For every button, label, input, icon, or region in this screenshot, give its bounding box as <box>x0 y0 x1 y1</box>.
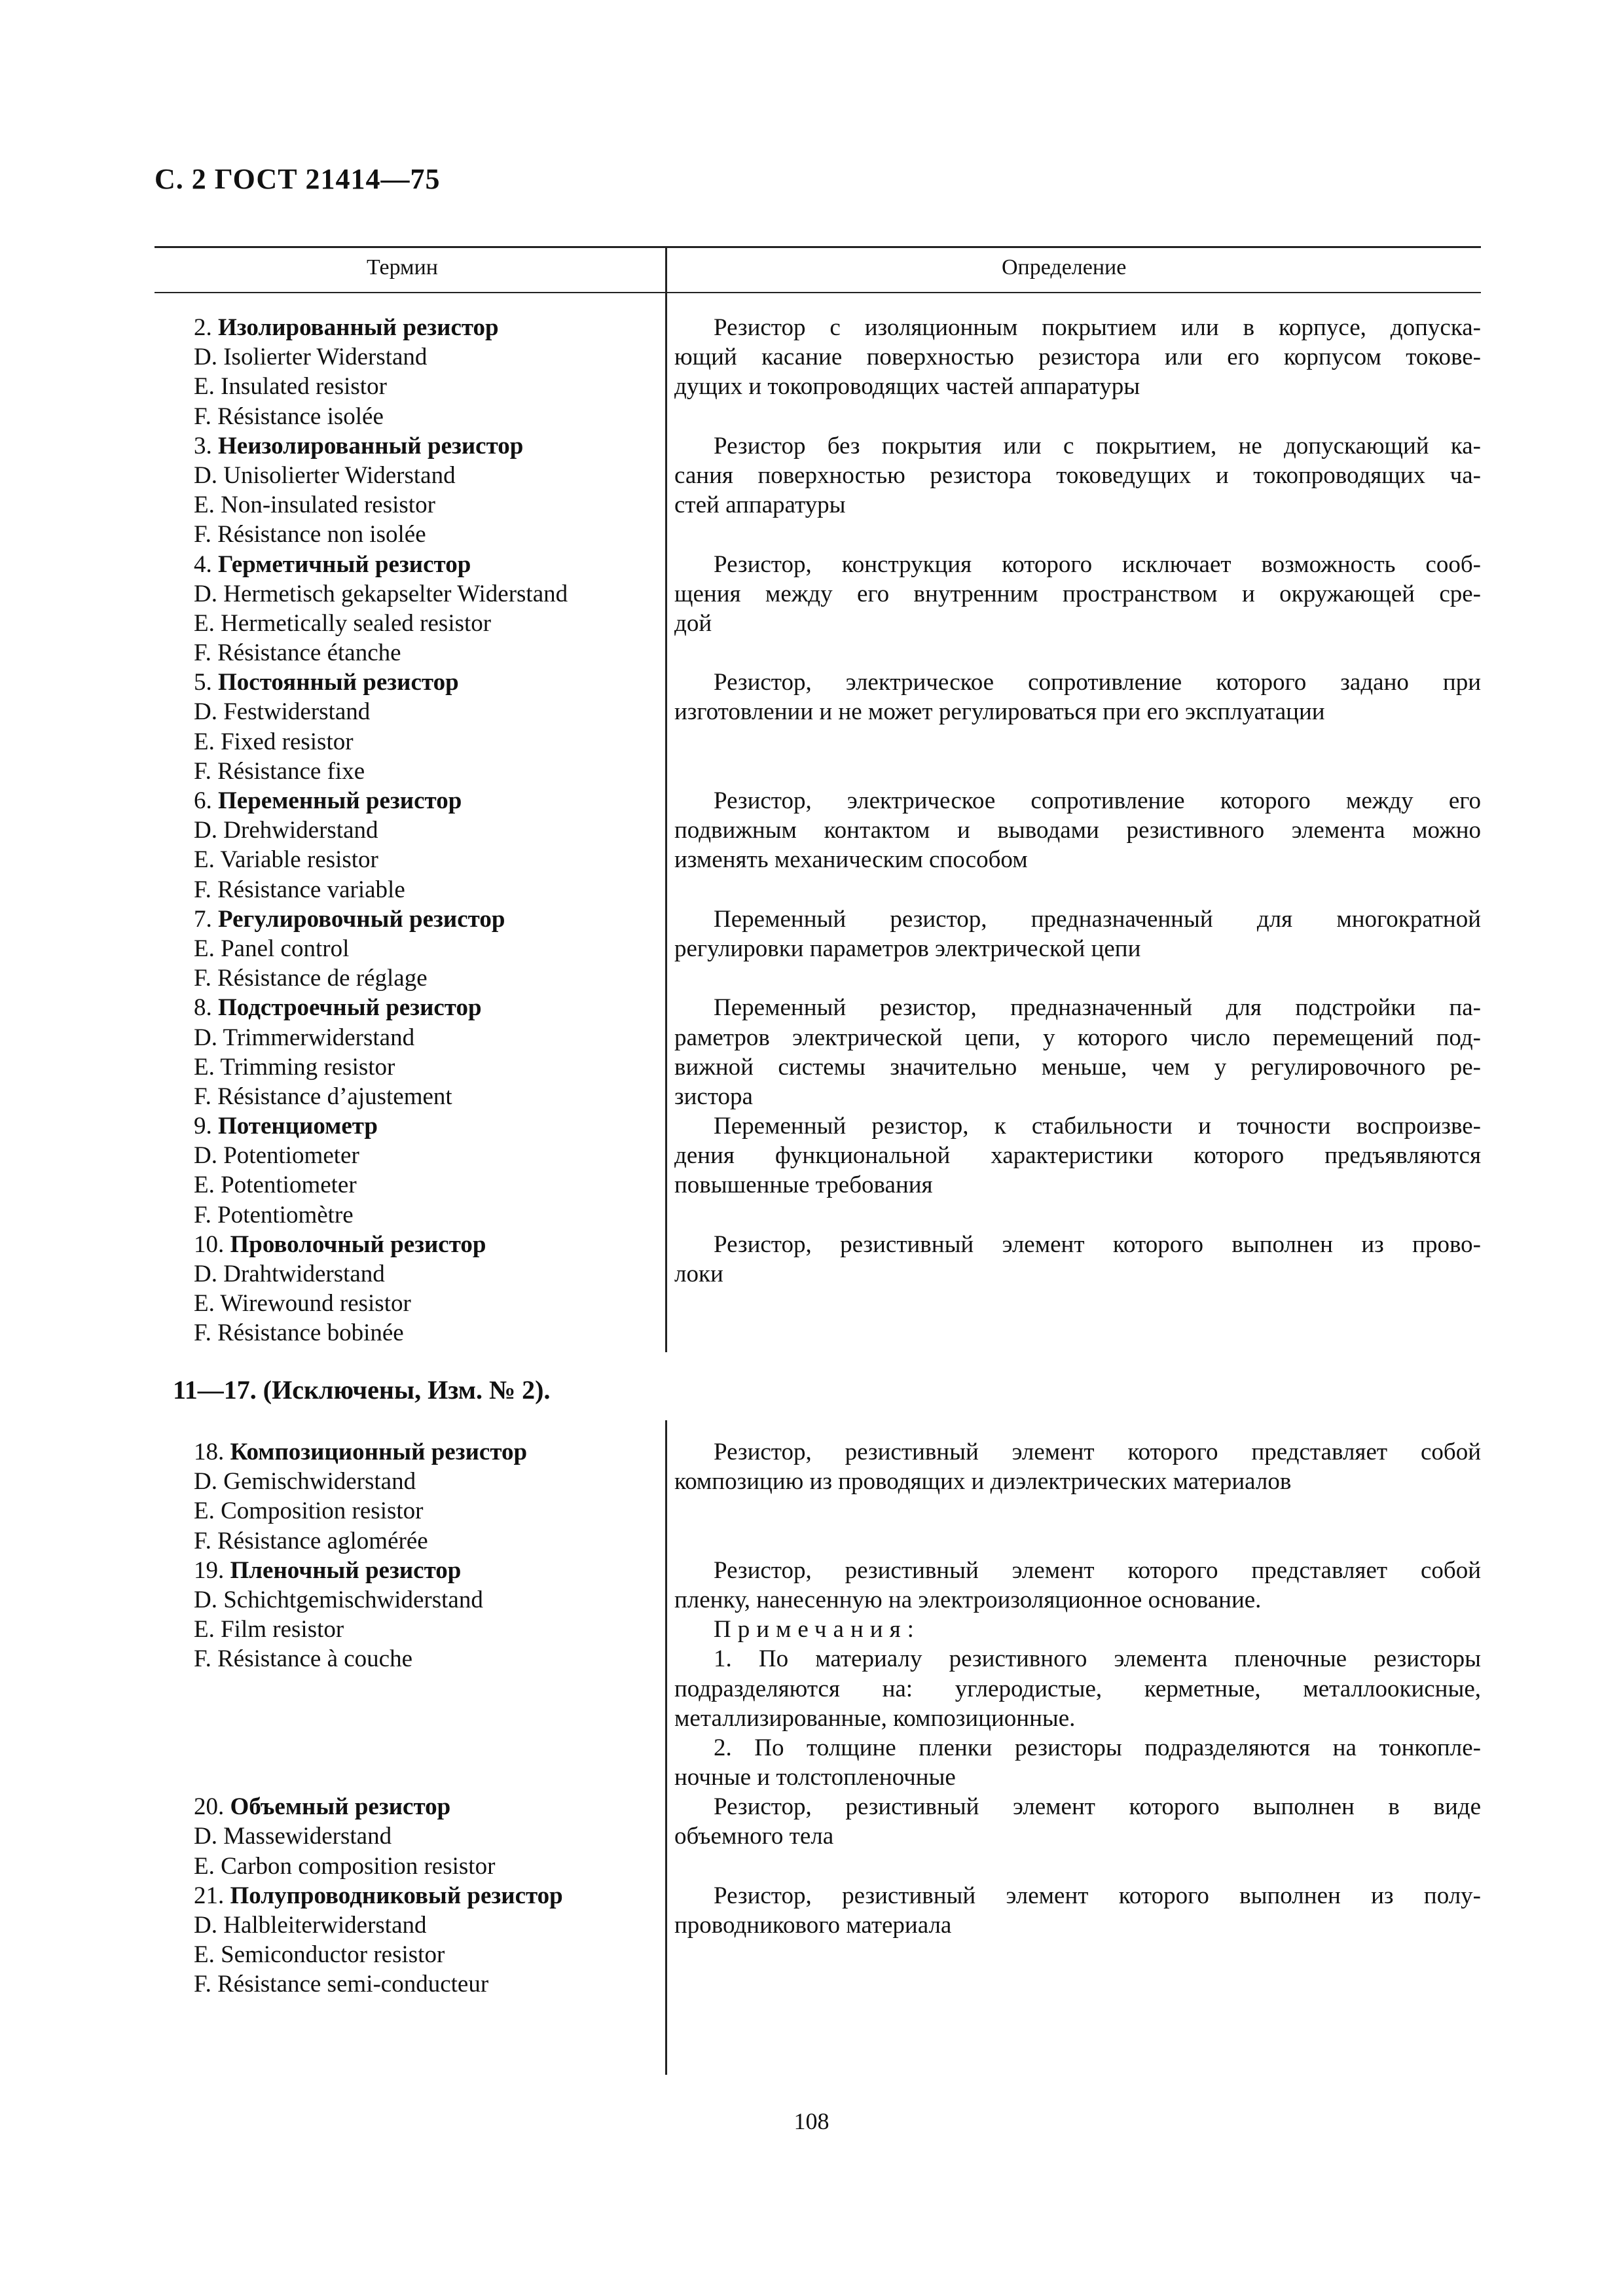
term-row: 5. Постоянный резистор <box>194 669 459 696</box>
term-row: E. Variable resistor <box>194 846 378 874</box>
page-header: С. 2 ГОСТ 21414—75 <box>155 163 441 195</box>
definition-line: сания поверхностью резистора токоведущих и токопроводящих ча- <box>674 461 1481 489</box>
term-ru: Проволочный резистор <box>230 1230 486 1258</box>
definition-line: щения между его внутренним пространством и окружающей сре- <box>674 580 1481 607</box>
definition-line: стей аппаратуры <box>674 492 846 519</box>
term-row: E. Insulated resistor <box>194 373 387 401</box>
term-row: F. Résistance de réglage <box>194 965 428 992</box>
notes-title: Примечания: <box>714 1616 921 1643</box>
term-ru: Регулировочный резистор <box>218 905 505 933</box>
term-ru: Неизолированный резистор <box>218 432 524 459</box>
term-row: F. Résistance à couche <box>194 1645 413 1673</box>
definition-line: вижной системы значительно меньше, чем у регулировочного ре- <box>674 1053 1481 1081</box>
term-row: D. Halbleiterwiderstand <box>194 1912 427 1939</box>
term-row: 6. Переменный резистор <box>194 787 462 814</box>
term-row: 9. Потенциометр <box>194 1113 378 1140</box>
term-row: E. Carbon composition resistor <box>194 1852 496 1880</box>
term-row: D. Gemischwiderstand <box>194 1468 416 1496</box>
term-row: D. Hermetisch gekapselter Widerstand <box>194 580 568 607</box>
definition-line: Резистор без покрытия или с покрытием, не допускающий ка- <box>714 432 1481 459</box>
term-row: 3. Неизолированный резистор <box>194 432 524 459</box>
definition-line: дой <box>674 609 712 637</box>
term-row: F. Résistance aglomérée <box>194 1527 428 1554</box>
definition-line: Резистор, электрическое сопротивление которого между его <box>714 787 1481 814</box>
definition-line: дения функциональной характеристики которого предъявляются <box>674 1142 1481 1170</box>
table-header-rule <box>155 292 1481 293</box>
note-line: металлизированные, композиционные. <box>674 1704 1076 1732</box>
definition-line: Резистор, резистивный элемент которого выполнен из полу- <box>714 1882 1481 1909</box>
note-line: 1. По материалу резистивного элемента пленочные резисторы <box>714 1645 1481 1673</box>
term-row: 2. Изолированный резистор <box>194 314 499 341</box>
term-row: 20. Объемный резистор <box>194 1793 451 1821</box>
term-row: 18. Композиционный резистор <box>194 1439 528 1465</box>
note-line: подразделяются на: углеродистые, керметные, металлоокисные, <box>674 1675 1481 1702</box>
excluded-terms-note: 11—17. (Исключены, Изм. № 2). <box>173 1375 551 1405</box>
term-ru: Объемный резистор <box>230 1793 451 1821</box>
term-row: F. Résistance non isolée <box>194 521 426 548</box>
definition-line: локи <box>674 1261 723 1287</box>
term-row: 7. Регулировочный резистор <box>194 905 505 933</box>
term-row: D. Festwiderstand <box>194 698 371 726</box>
definition-line: объемного тела <box>674 1823 834 1850</box>
definition-line: изготовлении и не может регулироваться при его эксплуатации <box>674 698 1325 726</box>
term-row: E. Potentiometer <box>194 1172 357 1199</box>
terms-block-1 <box>194 313 665 1348</box>
definition-line: раметров электрической цепи, у которого число перемещений под- <box>674 1024 1481 1051</box>
term-ru: Подстроечный резистор <box>218 994 482 1022</box>
definition-line: зистора <box>674 1083 753 1110</box>
term-ru: Композиционный резистор <box>230 1439 528 1465</box>
term-row: F. Potentiomètre <box>194 1201 354 1229</box>
definitions-block-2 <box>674 1437 1481 1940</box>
term-row: D. Potentiometer <box>194 1142 359 1170</box>
term-row: D. Drahtwiderstand <box>194 1261 385 1287</box>
definition-line: пленку, нанесенную на электроизоляционное основание. <box>674 1586 1262 1613</box>
term-row: 8. Подстроечный резистор <box>194 994 482 1022</box>
definition-line: Резистор, электрическое сопротивление которого задано при <box>714 669 1481 696</box>
term-row: F. Résistance isolée <box>194 403 384 430</box>
definition-line: Резистор, резистивный элемент которого представляет собой <box>714 1439 1481 1465</box>
term-row: E. Trimming resistor <box>194 1053 395 1081</box>
term-row: D. Drehwiderstand <box>194 817 378 844</box>
term-row: E. Hermetically sealed resistor <box>194 609 492 637</box>
term-ru: Переменный резистор <box>218 787 462 814</box>
term-row: F. Résistance semi-conducteur <box>194 1971 489 1998</box>
term-row: E. Semiconductor resistor <box>194 1941 445 1969</box>
term-row: F. Résistance fixe <box>194 757 365 785</box>
definition-line: подвижным контактом и выводами резистивного элемента можно <box>674 817 1481 844</box>
term-row: 21. Полупроводниковый резистор <box>194 1882 563 1909</box>
term-row: F. Résistance d’ajustement <box>194 1083 452 1110</box>
definition-line: регулировки параметров электрической цепи <box>674 935 1141 962</box>
term-row: E. Composition resistor <box>194 1498 424 1525</box>
term-row: D. Trimmerwiderstand <box>194 1024 415 1051</box>
note-line: ночные и толстопленочные <box>674 1764 956 1791</box>
definition-line: Резистор, резистивный элемент которого выполнен в виде <box>714 1793 1481 1821</box>
definition-line: Резистор, резистивный элемент которого представляет собой <box>714 1556 1481 1584</box>
term-row: D. Unisolierter Widerstand <box>194 461 456 489</box>
term-row: D. Schichtgemischwiderstand <box>194 1586 483 1613</box>
definition-line: Переменный резистор, предназначенный для подстройки па- <box>714 994 1481 1022</box>
definition-line: Резистор с изоляционным покрытием или в корпусе, допуска- <box>714 314 1481 341</box>
column-divider-bottom <box>665 1420 667 2075</box>
term-row: E. Wirewound resistor <box>194 1290 411 1318</box>
table-top-rule <box>155 246 1481 248</box>
term-ru: Изолированный резистор <box>218 314 499 341</box>
term-ru: Полупроводниковый резистор <box>230 1882 563 1909</box>
term-row: E. Film resistor <box>194 1616 344 1643</box>
definition-line: Переменный резистор, предназначенный для многократной <box>714 905 1481 933</box>
column-header-term: Термин <box>367 255 438 279</box>
term-row: 19. Пленочный резистор <box>194 1556 462 1584</box>
terms-block-2 <box>194 1437 665 2000</box>
definition-line: повышенные требования <box>674 1172 933 1199</box>
term-ru: Постоянный резистор <box>218 669 459 696</box>
term-row: E. Non-insulated resistor <box>194 492 435 519</box>
term-ru: Потенциометр <box>218 1113 378 1140</box>
definition-line: Резистор, конструкция которого исключает возможность сооб- <box>714 550 1481 578</box>
definition-line: Переменный резистор, к стабильности и точности воспроизве- <box>714 1113 1481 1140</box>
definition-line: изменять механическим способом <box>674 846 1028 874</box>
term-ru: Герметичный резистор <box>218 550 471 578</box>
term-row: F. Résistance étanche <box>194 639 401 667</box>
definitions-block-1 <box>674 313 1481 1289</box>
note-line: 2. По толщине пленки резисторы подразделяются на тонкопле- <box>714 1734 1481 1761</box>
term-row: D. Isolierter Widerstand <box>194 344 428 371</box>
page-number: 108 <box>793 2108 830 2134</box>
term-row: 4. Герметичный резистор <box>194 550 471 578</box>
definition-line: ющий касание поверхностью резистора или его корпусом токове- <box>674 344 1481 371</box>
term-row: E. Panel control <box>194 935 350 962</box>
definition-line: Резистор, резистивный элемент которого выполнен из прово- <box>714 1230 1481 1258</box>
term-row: F. Résistance variable <box>194 876 405 903</box>
definition-line: проводникового материала <box>674 1912 952 1939</box>
term-ru: Пленочный резистор <box>230 1556 462 1584</box>
definition-line: дущих и токопроводящих частей аппаратуры <box>674 373 1140 401</box>
column-divider-top <box>665 247 667 1352</box>
column-header-definition: Определение <box>1002 255 1127 279</box>
term-row: 10. Проволочный резистор <box>194 1230 486 1258</box>
term-row: D. Massewiderstand <box>194 1823 392 1850</box>
term-row: E. Fixed resistor <box>194 728 354 755</box>
definition-line: композицию из проводящих и диэлектрических материалов <box>674 1468 1292 1496</box>
term-row: F. Résistance bobinée <box>194 1319 404 1347</box>
